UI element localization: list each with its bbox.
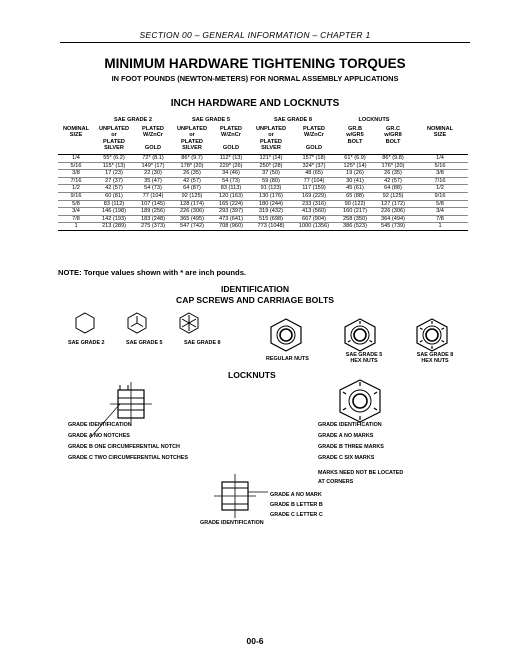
table-cell: 157* (18) (292, 154, 336, 162)
column-header-line: GOLD (222, 145, 240, 152)
right-locknut-label-5: AT CORNERS (318, 479, 354, 485)
table-cell: 183 (248) (134, 215, 172, 223)
table-cell: 90 (122) (336, 200, 374, 208)
table-cell: 165 (224) (212, 200, 250, 208)
table-cell: 1 (58, 223, 94, 231)
table-cell: 233 (316) (292, 200, 336, 208)
column-header (134, 126, 172, 155)
column-header (292, 126, 336, 155)
table-cell: 61* (6.9) (336, 154, 374, 162)
table-cell: 59 (80) (250, 177, 292, 185)
locknut-marks-diagram (330, 378, 390, 424)
bottom-locknut-label-0: GRADE A NO MARK (270, 492, 322, 498)
table-cell: 121* (14) (250, 154, 292, 162)
right-locknut-label-3: GRADE C SIX MARKS (318, 455, 375, 461)
column-header-line: SIZE (433, 132, 447, 139)
column-header-line (413, 139, 467, 146)
table-cell: 7/16 (412, 177, 468, 185)
right-locknut-labels (318, 420, 403, 488)
column-header-line (337, 145, 373, 152)
table-row (58, 215, 468, 223)
column-header-line: or (189, 132, 195, 139)
table-row (58, 162, 468, 170)
table-cell: 773 (1048) (250, 223, 292, 231)
table-cell: 178* (20) (172, 162, 212, 170)
table-cell: 7/8 (412, 215, 468, 223)
table-cell: 42 (57) (94, 185, 134, 193)
grade5-nuts-line1: SAE GRADE 5 (345, 352, 383, 358)
table-cell: 30 (41) (336, 177, 374, 185)
column-header-line: PLATED (220, 125, 242, 132)
table-row (58, 200, 468, 208)
column-header-line: UNPLATED (255, 125, 287, 132)
column-header-line: PLATED (142, 125, 164, 132)
identification-title: IDENTIFICATION (220, 284, 290, 294)
regular-nut-icon (268, 318, 304, 352)
table-cell: 667 (904) (292, 215, 336, 223)
table-cell: 130 (176) (250, 192, 292, 200)
table-cell: 146 (198) (94, 208, 134, 216)
table-cell: 54 (73) (134, 185, 172, 193)
column-header-line: W/ZnCr (304, 132, 324, 139)
table-cell: 107 (145) (134, 200, 172, 208)
table-cell: 5/16 (58, 162, 94, 170)
column-header-line: PLATED (260, 138, 282, 145)
bottom-locknut-label-2: GRADE C LETTER C (270, 512, 323, 518)
page-subtitle: IN FOOT POUNDS (NEWTON-METERS) FOR NORMAL ASSEMBLY APPLICATIONS (111, 74, 399, 83)
column-header-line (135, 139, 171, 146)
column-header (336, 126, 374, 155)
table-cell: 1/4 (58, 154, 94, 162)
column-header-line (293, 139, 335, 146)
table-cell: 250* (28) (250, 162, 292, 170)
torque-note: NOTE: Torque values shown with * are inch pounds. (58, 268, 247, 277)
table-cell: 226 (306) (374, 208, 412, 216)
table-cell: 473 (641) (212, 215, 250, 223)
group-grade2: SAE GRADE 2 (114, 117, 152, 123)
table-cell: 365 (495) (172, 215, 212, 223)
table-cell: 120 (163) (212, 192, 250, 200)
page-number: 00-6 (246, 636, 264, 646)
left-locknut-label-3: GRADE C TWO CIRCUMFERENTIAL NOTCHES (68, 455, 188, 461)
bottom-locknut-caption: GRADE IDENTIFICATION (200, 520, 264, 526)
table-cell: 7/8 (58, 215, 94, 223)
table-cell: 189 (256) (134, 208, 172, 216)
table-cell: 48 (65) (292, 170, 336, 178)
column-header-line: w/GR5 (346, 132, 364, 139)
table-column-header-row (58, 126, 468, 155)
table-cell: 160 (217) (336, 208, 374, 216)
table-row (58, 185, 468, 193)
column-header-line (375, 145, 411, 152)
left-locknut-label-1: GRADE A NO NOTCHES (68, 433, 130, 439)
bolt-grade8-label: SAE GRADE 8 (184, 340, 221, 346)
table-cell: 83 (113) (212, 185, 250, 193)
table-cell: 708 (960) (212, 223, 250, 231)
table-cell: 37 (50) (250, 170, 292, 178)
column-header-line (59, 139, 93, 146)
table-cell: 176* (20) (374, 162, 412, 170)
table-row (58, 177, 468, 185)
table-cell: 386 (523) (336, 223, 374, 231)
table-cell: 60 (81) (94, 192, 134, 200)
table-cell: 5/8 (412, 200, 468, 208)
table-cell: 1 (412, 223, 468, 231)
table-row (58, 223, 468, 231)
table-cell: 213 (289) (94, 223, 134, 231)
column-header (412, 126, 468, 155)
group-grade8: SAE GRADE 8 (274, 117, 312, 123)
column-header-line: or (268, 132, 274, 139)
table-cell: 142 (193) (94, 215, 134, 223)
table-cell: 55* (6.2) (94, 154, 134, 162)
column-header-line: W/ZnCr (221, 132, 241, 139)
table-cell: 127 (172) (374, 200, 412, 208)
table-cell: 128 (174) (172, 200, 212, 208)
column-header-line: GOLD (144, 145, 162, 152)
table-cell: 169 (229) (292, 192, 336, 200)
column-header-line: UNPLATED (98, 125, 130, 132)
table-cell: 92 (125) (172, 192, 212, 200)
table-title: INCH HARDWARE AND LOCKNUTS (170, 98, 340, 109)
table-cell: 42 (57) (172, 177, 212, 185)
table-cell: 275 (373) (134, 223, 172, 231)
group-grade5: SAE GRADE 5 (192, 117, 230, 123)
table-cell: 1/4 (412, 154, 468, 162)
table-cell: 229* (26) (212, 162, 250, 170)
table-cell: 22 (30) (134, 170, 172, 178)
left-locknut-label-2: GRADE B ONE CIRCUMFERENTIAL NOTCH (68, 444, 180, 450)
table-cell: 72* (8.1) (134, 154, 172, 162)
table-cell: 149* (17) (134, 162, 172, 170)
column-header-line: SILVER (104, 145, 124, 152)
column-header (374, 126, 412, 155)
table-cell: 19 (26) (336, 170, 374, 178)
table-cell: 77 (104) (134, 192, 172, 200)
table-cell: 26 (35) (172, 170, 212, 178)
table-cell: 83 (112) (94, 200, 134, 208)
group-locknuts: LOCKNUTS (358, 117, 390, 123)
table-cell: 64 (88) (374, 185, 412, 193)
table-cell: 86* (9.8) (374, 154, 412, 162)
grade8-nuts-label (410, 352, 460, 364)
right-locknut-label-1: GRADE A NO MARKS (318, 433, 374, 439)
table-row (58, 208, 468, 216)
table-cell: 3/8 (412, 170, 468, 178)
table-row (58, 192, 468, 200)
bolt-grade2-icon (74, 312, 96, 334)
grade8-nut-icon (414, 318, 450, 352)
column-header-line: UNPLATED (176, 125, 208, 132)
column-header-line (213, 139, 249, 146)
column-header (172, 126, 212, 155)
table-cell: 42 (57) (374, 177, 412, 185)
regular-nuts-label: REGULAR NUTS (266, 356, 309, 362)
table-row (58, 170, 468, 178)
column-header-line: GR.B (348, 125, 362, 132)
table-cell: 545 (739) (374, 223, 412, 231)
column-header-line (59, 145, 93, 152)
header-rule (60, 42, 470, 43)
table-cell: 115* (13) (94, 162, 134, 170)
table-cell: 515 (698) (250, 215, 292, 223)
table-cell: 413 (560) (292, 208, 336, 216)
column-header-line: GR.C (386, 125, 400, 132)
table-cell: 5/16 (412, 162, 468, 170)
column-header-line: SIZE (69, 132, 83, 139)
table-cell: 35 (47) (134, 177, 172, 185)
column-header-line: SILVER (182, 145, 202, 152)
table-cell: 1000 (1356) (292, 223, 336, 231)
table-cell: 3/4 (58, 208, 94, 216)
grade5-nuts-label (339, 352, 389, 364)
table-cell: 226 (306) (172, 208, 212, 216)
table-cell: 9/16 (58, 192, 94, 200)
table-cell: 64 (87) (172, 185, 212, 193)
column-header-line: W/ZnCr (143, 132, 163, 139)
column-header (94, 126, 134, 155)
column-header-line (413, 145, 467, 152)
table-cell: 1/2 (58, 185, 94, 193)
column-header-line: PLATED (303, 125, 325, 132)
column-header-line: or (111, 132, 117, 139)
left-locknut-label-0: GRADE IDENTIFICATION (68, 422, 132, 428)
table-cell: 7/16 (58, 177, 94, 185)
table-cell: 324* (37) (292, 162, 336, 170)
right-locknut-label-2: GRADE B THREE MARKS (318, 444, 384, 450)
table-body (58, 154, 468, 230)
column-header-line: NOMINAL (62, 125, 90, 132)
table-cell: 117 (159) (292, 185, 336, 193)
column-header (212, 126, 250, 155)
right-locknut-label-4: MARKS NEED NOT BE LOCATED (318, 470, 404, 476)
bolt-grade5-label: SAE GRADE 5 (126, 340, 163, 346)
column-header-line: NOMINAL (426, 125, 454, 132)
bolt-grade8-icon (178, 312, 200, 334)
table-cell: 54 (73) (212, 177, 250, 185)
table-cell: 547 (742) (172, 223, 212, 231)
table-cell: 92 (125) (374, 192, 412, 200)
bottom-locknut-label-1: GRADE B LETTER B (270, 502, 323, 508)
bottom-locknut-labels (270, 490, 323, 520)
table-cell: 3/8 (58, 170, 94, 178)
locknut-letter-diagram (208, 472, 268, 520)
column-header-line: PLATED (103, 138, 125, 145)
grade8-nuts-line1: SAE GRADE 8 (416, 352, 454, 358)
left-locknut-labels (68, 420, 188, 464)
column-header-line: PLATED (181, 138, 203, 145)
table-cell: 26 (35) (374, 170, 412, 178)
column-header-line: GOLD (305, 145, 323, 152)
page-title: MINIMUM HARDWARE TIGHTENING TORQUES (104, 56, 406, 71)
table-cell: 112* (13) (212, 154, 250, 162)
table-cell: 34 (46) (212, 170, 250, 178)
bolt-grade2-label: SAE GRADE 2 (68, 340, 105, 346)
table-group-row (58, 117, 468, 126)
grade5-nuts-line2: HEX NUTS (350, 358, 378, 364)
grade5-nut-icon (342, 318, 378, 352)
column-header-line: w/GR8 (384, 132, 402, 139)
right-locknut-label-0: GRADE IDENTIFICATION (318, 422, 382, 428)
table-row (58, 154, 468, 162)
table-cell: 91 (123) (250, 185, 292, 193)
table-cell: 258 (350) (336, 215, 374, 223)
table-cell: 364 (494) (374, 215, 412, 223)
table-cell: 9/16 (412, 192, 468, 200)
table-cell: 65 (88) (336, 192, 374, 200)
table-cell: 125* (14) (336, 162, 374, 170)
table-cell: 45 (61) (336, 185, 374, 193)
column-header-line: BOLT (385, 138, 401, 145)
table-cell: 5/8 (58, 200, 94, 208)
table-cell: 17 (23) (94, 170, 134, 178)
torque-table (58, 117, 468, 231)
table-cell: 86* (9.7) (172, 154, 212, 162)
table-cell: 180 (244) (250, 200, 292, 208)
column-header-line: SILVER (261, 145, 281, 152)
grade8-nuts-line2: HEX NUTS (421, 358, 449, 364)
table-cell: 77 (104) (292, 177, 336, 185)
table-cell: 1/2 (412, 185, 468, 193)
identification-subtitle: CAP SCREWS AND CARRIAGE BOLTS (176, 295, 334, 305)
table-cell: 319 (432) (250, 208, 292, 216)
column-header (58, 126, 94, 155)
table-cell: 3/4 (412, 208, 468, 216)
table-cell: 27 (37) (94, 177, 134, 185)
bolt-grade5-icon (126, 312, 148, 334)
column-header (250, 126, 292, 155)
section-header: SECTION 00 – GENERAL INFORMATION – CHAPTER 1 (139, 30, 371, 40)
table-cell: 293 (397) (212, 208, 250, 216)
column-header-line: BOLT (347, 138, 363, 145)
locknuts-title: LOCKNUTS (228, 370, 276, 380)
